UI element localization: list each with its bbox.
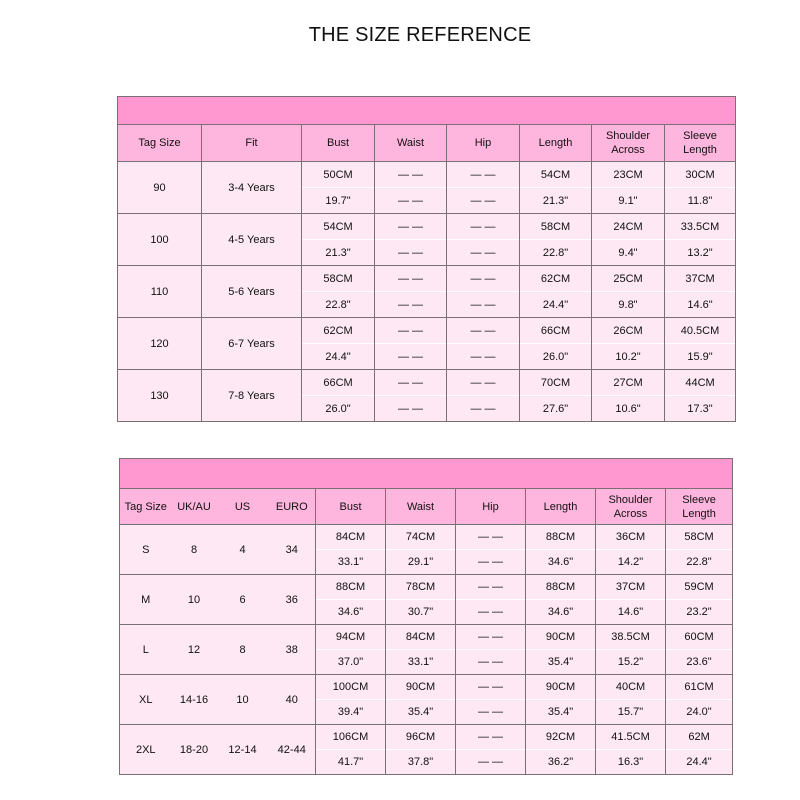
column-header: Tag Size [120, 489, 172, 525]
cell-bust-inch: 37.0" [316, 650, 386, 675]
cell-sleeve-cm: 37CM [665, 266, 736, 292]
cell-length-cm: 70CM [520, 370, 592, 396]
cell-waist-inch: 30.7" [386, 600, 456, 625]
table-row [118, 214, 736, 240]
column-header: Hip [456, 489, 526, 525]
cell-hip-cm: — — [447, 370, 520, 396]
cell-uk: 8 [172, 525, 217, 575]
cell-sleeve-cm: 62M [666, 725, 733, 750]
cell-length-cm: 58CM [520, 214, 592, 240]
cell-bust-inch: 21.3" [302, 240, 375, 266]
column-header: Waist [386, 489, 456, 525]
cell-length-cm: 54CM [520, 162, 592, 188]
cell-bust-cm: 58CM [302, 266, 375, 292]
cell-hip-cm: — — [447, 162, 520, 188]
page-title: THE SIZE REFERENCE [308, 24, 532, 46]
column-header: Length [526, 489, 596, 525]
column-header: Tag Size [118, 125, 202, 162]
column-header: EURO [269, 489, 316, 525]
cell-sleeve-cm: 33.5CM [665, 214, 736, 240]
column-header: UK/AU [172, 489, 217, 525]
cell-length-inch: 24.4" [520, 292, 592, 318]
cell-euro: 38 [269, 625, 316, 675]
column-header: Shoulder Across [596, 489, 666, 525]
cell-length-inch: 22.8" [520, 240, 592, 266]
cell-us: 4 [217, 525, 269, 575]
cell-hip-cm: — — [447, 318, 520, 344]
cell-shoulder-inch: 9.4" [592, 240, 665, 266]
cell-hip-inch: — — [447, 344, 520, 370]
cell-shoulder-cm: 26CM [592, 318, 665, 344]
cell-sleeve-cm: 40.5CM [665, 318, 736, 344]
table-row [118, 162, 736, 188]
cell-us: 8 [217, 625, 269, 675]
cell-hip-inch: — — [447, 292, 520, 318]
cell-length-inch: 36.2" [526, 750, 596, 775]
cell-hip-cm: — — [456, 625, 526, 650]
cell-sleeve-inch: 14.6" [665, 292, 736, 318]
column-header: Bust [316, 489, 386, 525]
cell-bust-inch: 41.7" [316, 750, 386, 775]
cell-bust-cm: 62CM [302, 318, 375, 344]
cell-length-cm: 88CM [526, 525, 596, 550]
table-row [120, 725, 733, 750]
cell-waist-cm: — — [375, 370, 447, 396]
cell-hip-cm: — — [456, 725, 526, 750]
cell-waist-cm: — — [375, 214, 447, 240]
cell-tag: XL [120, 675, 172, 725]
cell-length-inch: 21.3" [520, 188, 592, 214]
cell-hip-inch: — — [456, 550, 526, 575]
cell-us: 10 [217, 675, 269, 725]
column-header: Bust [302, 125, 375, 162]
band-cell [118, 97, 736, 125]
cell-uk: 12 [172, 625, 217, 675]
cell-sleeve-cm: 30CM [665, 162, 736, 188]
cell-hip-inch: — — [456, 650, 526, 675]
cell-euro: 42-44 [269, 725, 316, 775]
column-header: Hip [447, 125, 520, 162]
cell-bust-inch: 26.0" [302, 396, 375, 422]
cell-bust-inch: 33.1" [316, 550, 386, 575]
cell-length-cm: 92CM [526, 725, 596, 750]
cell-bust-inch: 19.7" [302, 188, 375, 214]
cell-length-cm: 62CM [520, 266, 592, 292]
cell-shoulder-inch: 9.1" [592, 188, 665, 214]
cell-shoulder-inch: 9.8" [592, 292, 665, 318]
cell-euro: 40 [269, 675, 316, 725]
cell-tag: 120 [118, 318, 202, 370]
cell-shoulder-cm: 24CM [592, 214, 665, 240]
cell-waist-cm: — — [375, 266, 447, 292]
cell-length-inch: 34.6" [526, 550, 596, 575]
cell-waist-inch: 35.4" [386, 700, 456, 725]
cell-sleeve-inch: 17.3" [665, 396, 736, 422]
column-header: Waist [375, 125, 447, 162]
cell-waist-inch: — — [375, 188, 447, 214]
cell-fit: 4-5 Years [202, 214, 302, 266]
cell-shoulder-cm: 23CM [592, 162, 665, 188]
cell-tag: 90 [118, 162, 202, 214]
cell-sleeve-inch: 23.2" [666, 600, 733, 625]
band-cell [120, 459, 733, 489]
cell-hip-inch: — — [447, 240, 520, 266]
cell-uk: 18-20 [172, 725, 217, 775]
cell-shoulder-cm: 36CM [596, 525, 666, 550]
cell-hip-cm: — — [456, 675, 526, 700]
cell-bust-inch: 22.8" [302, 292, 375, 318]
cell-bust-cm: 84CM [316, 525, 386, 550]
cell-fit: 6-7 Years [202, 318, 302, 370]
table-row [120, 525, 733, 550]
cell-hip-cm: — — [447, 214, 520, 240]
cell-hip-inch: — — [456, 700, 526, 725]
cell-shoulder-inch: 10.2" [592, 344, 665, 370]
cell-sleeve-cm: 59CM [666, 575, 733, 600]
size-table-adult [119, 458, 733, 775]
cell-waist-inch: 37.8" [386, 750, 456, 775]
cell-shoulder-cm: 25CM [592, 266, 665, 292]
cell-shoulder-inch: 15.7" [596, 700, 666, 725]
cell-length-inch: 26.0" [520, 344, 592, 370]
header-row [120, 489, 733, 525]
cell-bust-inch: 39.4" [316, 700, 386, 725]
cell-hip-inch: — — [447, 188, 520, 214]
cell-hip-cm: — — [456, 575, 526, 600]
cell-shoulder-inch: 10.6" [592, 396, 665, 422]
cell-length-inch: 35.4" [526, 650, 596, 675]
cell-bust-inch: 24.4" [302, 344, 375, 370]
cell-euro: 34 [269, 525, 316, 575]
cell-bust-cm: 88CM [316, 575, 386, 600]
column-header: Length [520, 125, 592, 162]
cell-waist-inch: 29.1" [386, 550, 456, 575]
cell-fit: 7-8 Years [202, 370, 302, 422]
cell-tag: S [120, 525, 172, 575]
cell-shoulder-inch: 16.3" [596, 750, 666, 775]
cell-hip-inch: — — [456, 600, 526, 625]
column-header: Fit [202, 125, 302, 162]
cell-sleeve-inch: 11.8" [665, 188, 736, 214]
cell-length-cm: 88CM [526, 575, 596, 600]
table-row [118, 370, 736, 396]
cell-bust-cm: 54CM [302, 214, 375, 240]
cell-length-inch: 34.6" [526, 600, 596, 625]
cell-sleeve-cm: 58CM [666, 525, 733, 550]
cell-hip-cm: — — [447, 266, 520, 292]
cell-fit: 3-4 Years [202, 162, 302, 214]
cell-shoulder-cm: 37CM [596, 575, 666, 600]
cell-waist-inch: — — [375, 344, 447, 370]
cell-sleeve-inch: 13.2" [665, 240, 736, 266]
cell-shoulder-cm: 38.5CM [596, 625, 666, 650]
column-header: US [217, 489, 269, 525]
header-row [118, 125, 736, 162]
cell-bust-cm: 50CM [302, 162, 375, 188]
cell-sleeve-inch: 15.9" [665, 344, 736, 370]
cell-waist-inch: 33.1" [386, 650, 456, 675]
table-row [120, 625, 733, 650]
cell-us: 6 [217, 575, 269, 625]
cell-waist-cm: 96CM [386, 725, 456, 750]
cell-uk: 10 [172, 575, 217, 625]
table-top-band [120, 459, 733, 489]
column-header: Shoulder Across [592, 125, 665, 162]
cell-bust-cm: 100CM [316, 675, 386, 700]
cell-shoulder-inch: 15.2" [596, 650, 666, 675]
cell-tag: L [120, 625, 172, 675]
cell-bust-cm: 106CM [316, 725, 386, 750]
table-top-band [118, 97, 736, 125]
cell-hip-cm: — — [456, 525, 526, 550]
table-row [118, 318, 736, 344]
cell-waist-cm: 90CM [386, 675, 456, 700]
cell-bust-inch: 34.6" [316, 600, 386, 625]
cell-waist-inch: — — [375, 240, 447, 266]
cell-waist-inch: — — [375, 396, 447, 422]
cell-sleeve-inch: 24.0" [666, 700, 733, 725]
cell-shoulder-cm: 40CM [596, 675, 666, 700]
cell-length-cm: 90CM [526, 625, 596, 650]
cell-shoulder-inch: 14.2" [596, 550, 666, 575]
cell-length-cm: 66CM [520, 318, 592, 344]
cell-hip-inch: — — [447, 396, 520, 422]
cell-waist-inch: — — [375, 292, 447, 318]
cell-waist-cm: 74CM [386, 525, 456, 550]
cell-shoulder-cm: 41.5CM [596, 725, 666, 750]
cell-shoulder-inch: 14.6" [596, 600, 666, 625]
table-row [120, 575, 733, 600]
cell-length-cm: 90CM [526, 675, 596, 700]
cell-tag: 130 [118, 370, 202, 422]
column-header: Sleeve Length [666, 489, 733, 525]
cell-waist-cm: 84CM [386, 625, 456, 650]
cell-sleeve-inch: 24.4" [666, 750, 733, 775]
size-table-kids [117, 96, 736, 422]
cell-euro: 36 [269, 575, 316, 625]
cell-shoulder-cm: 27CM [592, 370, 665, 396]
cell-tag: M [120, 575, 172, 625]
cell-sleeve-cm: 60CM [666, 625, 733, 650]
cell-waist-cm: — — [375, 318, 447, 344]
cell-uk: 14-16 [172, 675, 217, 725]
table-row [118, 266, 736, 292]
cell-waist-cm: 78CM [386, 575, 456, 600]
cell-bust-cm: 94CM [316, 625, 386, 650]
cell-bust-cm: 66CM [302, 370, 375, 396]
cell-sleeve-cm: 44CM [665, 370, 736, 396]
cell-length-inch: 27.6" [520, 396, 592, 422]
cell-waist-cm: — — [375, 162, 447, 188]
cell-us: 12-14 [217, 725, 269, 775]
cell-tag: 2XL [120, 725, 172, 775]
table-row [120, 675, 733, 700]
cell-fit: 5-6 Years [202, 266, 302, 318]
cell-length-inch: 35.4" [526, 700, 596, 725]
column-header: Sleeve Length [665, 125, 736, 162]
cell-hip-inch: — — [456, 750, 526, 775]
cell-sleeve-inch: 23.6" [666, 650, 733, 675]
cell-tag: 100 [118, 214, 202, 266]
cell-sleeve-inch: 22.8" [666, 550, 733, 575]
cell-tag: 110 [118, 266, 202, 318]
cell-sleeve-cm: 61CM [666, 675, 733, 700]
